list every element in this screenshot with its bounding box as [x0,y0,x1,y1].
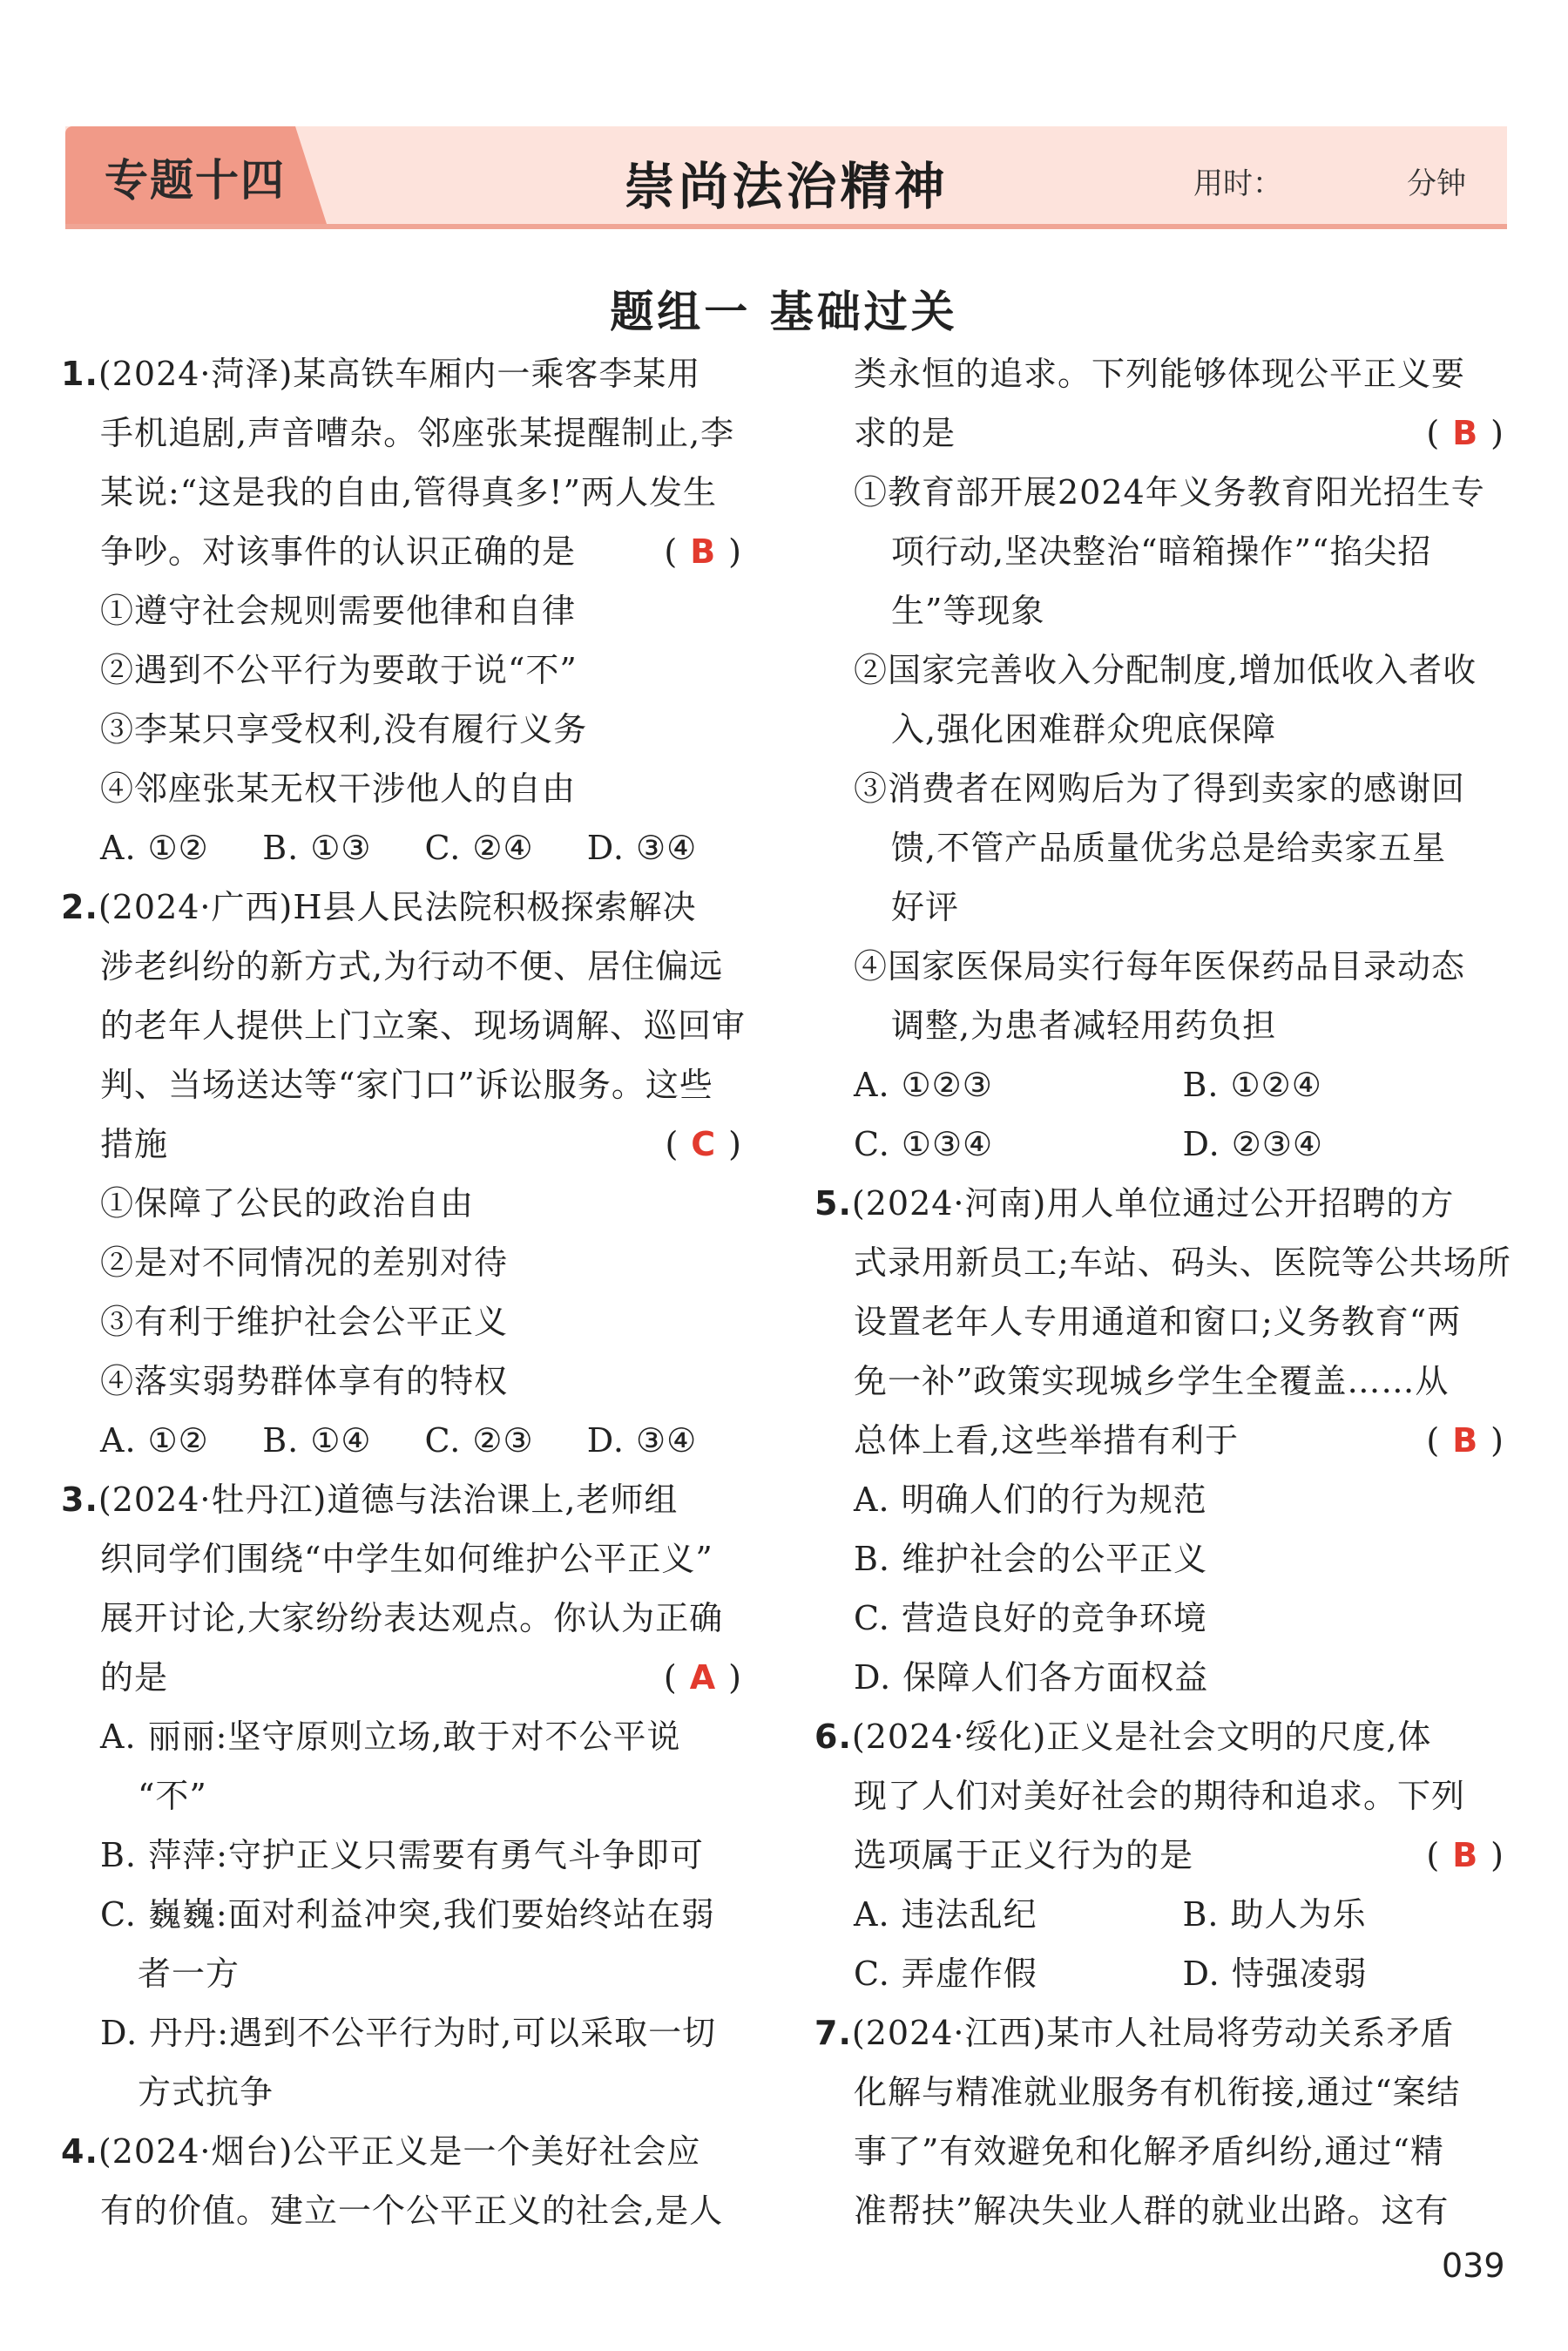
question-text: 选项属于正义行为的是 [854,1836,1194,1874]
question-text: (2024·菏泽)某高铁车厢内一乘客李某用 [98,355,701,393]
statement-item: 馈,不管产品质量优劣总是给卖家五星 [891,829,1447,867]
option-b: B. ①②④ [1182,1066,1322,1104]
option-item: “不” [138,1777,207,1815]
option-item: A. 明确人们的行为规范 [854,1480,1207,1519]
answer-letter: A [689,1658,717,1697]
question-number: 1. [61,355,98,393]
answer-bracket: ( B ) [1426,1421,1504,1460]
section-title: 题组一 基础过关 [610,287,958,337]
option-a: A. ①② [100,1421,209,1460]
question-7-line: 事了”有效避免和化解矛盾纠纷,通过“精 [854,2132,1444,2171]
answer-letter: B [1452,414,1479,452]
option-d: D. ②③④ [1182,1125,1323,1163]
question-1-line: 某说:“这是我的自由,管得真多!”两人发生 [100,473,718,512]
option-item: 方式抗争 [138,2073,274,2111]
question-1-line [61,344,749,403]
statement-item: ④国家医保局实行每年医保药品目录动态 [854,947,1466,986]
question-number: 2. [61,888,98,926]
answer-letter: B [1452,1836,1479,1874]
topic-title: 崇尚法治精神 [624,157,949,216]
answer-bracket: ( B ) [1426,1836,1504,1874]
question-5-line [814,1411,1511,1470]
answer-bracket: ( C ) [665,1125,742,1163]
question-2-line: 判、当场送达等“家门口”诉讼服务。这些 [100,1066,713,1104]
question-2-line: 涉老纠纷的新方式,为行动不便、居住偏远 [100,947,724,986]
option-row [814,1944,1511,2003]
question-text: 的是 [100,1658,169,1697]
option-d: D. 恃强凌弱 [1182,1955,1368,1993]
answer-letter: C [691,1125,717,1163]
question-2-line [61,877,749,937]
left-column [61,344,749,2240]
question-text: (2024·河南)用人单位通过公开招聘的方 [851,1184,1455,1223]
question-4-line [814,403,1511,463]
question-1-line [61,522,749,581]
topic-header-banner [65,126,1507,229]
answer-bracket: ( B ) [664,532,742,571]
question-text: (2024·绥化)正义是社会文明的尺度,体 [851,1718,1432,1756]
statement-item: ③李某只享受权利,没有履行义务 [100,710,588,749]
question-6-line [814,1707,1511,1766]
question-2-line: 的老年人提供上门立案、现场调解、巡回审 [100,1006,747,1045]
option-a: A. ①②③ [854,1066,993,1104]
option-c: C. ①③④ [854,1125,994,1163]
option-b: B. ①④ [262,1421,372,1460]
statement-item: 项行动,坚决整治“暗箱操作”“掐尖招 [891,532,1432,571]
statement-item: ①遵守社会规则需要他律和自律 [100,592,577,630]
option-row [814,1115,1511,1174]
option-c: C. ②③ [424,1421,534,1460]
question-5-line [814,1174,1511,1233]
option-row [814,1055,1511,1115]
question-3-line [61,1470,749,1529]
statement-item: ①保障了公民的政治自由 [100,1184,475,1223]
option-item: D. 保障人们各方面权益 [854,1658,1209,1697]
statement-item: ③消费者在网购后为了得到卖家的感谢回 [854,769,1466,808]
question-7-line: 化解与精准就业服务有机衔接,通过“案结 [854,2073,1461,2111]
question-5-line: 设置老年人专用通道和窗口;义务教育“两 [854,1303,1462,1341]
option-a: A. ①② [100,829,209,867]
question-number: 6. [814,1718,852,1756]
question-text: (2024·牡丹江)道德与法治课上,老师组 [98,1480,679,1519]
option-item: 者一方 [138,1955,240,1993]
question-number: 7. [814,2014,852,2052]
answer-letter: B [690,532,717,571]
question-text: 总体上看,这些举措有利于 [854,1421,1240,1460]
question-3-line: 展开讨论,大家纷纷表达观点。你认为正确 [100,1599,724,1637]
time-used-label: 用时： [1193,166,1282,201]
option-c: C. 弄虚作假 [854,1955,1037,1993]
question-7-line [814,2003,1511,2063]
option-row [814,1885,1511,1944]
statement-item: ②是对不同情况的差别对待 [100,1243,509,1282]
question-5-line: 免一补”政策实现城乡学生全覆盖……从 [854,1362,1450,1400]
question-text: 争吵。对该事件的认识正确的是 [100,532,577,571]
option-item: C. 巍巍:面对利益冲突,我们要始终站在弱 [100,1895,715,1934]
option-b: B. ①③ [262,829,372,867]
page-number: 039 [1442,2246,1505,2285]
statement-item: 生”等现象 [891,592,1045,630]
option-item: C. 营造良好的竞争环境 [854,1599,1207,1637]
option-c: C. ②④ [424,829,534,867]
question-7-line: 准帮扶”解决失业人群的就业出路。这有 [854,2192,1450,2230]
question-3-line [61,1648,749,1707]
question-1-line: 手机追剧,声音嘈杂。邻座张某提醒制止,李 [100,414,735,452]
option-item: D. 丹丹:遇到不公平行为时,可以采取一切 [100,2014,717,2052]
option-item: B. 萍萍:守护正义只需要有勇气斗争即可 [100,1836,704,1874]
question-6-line [814,1826,1511,1885]
statement-item: 好评 [891,888,960,926]
option-item: B. 维护社会的公平正义 [854,1540,1208,1578]
answer-bracket: ( B ) [1426,414,1504,452]
option-row [61,818,749,877]
statement-item: 调整,为患者减轻用药负担 [891,1006,1277,1045]
question-number: 5. [814,1184,852,1223]
question-text: 求的是 [854,414,956,452]
statement-item: 入,强化困难群众兜底保障 [891,710,1277,749]
minute-label: 分钟 [1407,166,1466,201]
right-column [814,344,1511,2240]
question-4-line: 类永恒的追求。下列能够体现公平正义要 [854,355,1466,393]
option-d: D. ③④ [586,829,698,867]
answer-bracket: ( A ) [663,1658,742,1697]
question-text: (2024·烟台)公平正义是一个美好社会应 [98,2132,701,2171]
question-3-line: 织同学们围绕“中学生如何维护公平正义” [100,1540,713,1578]
question-4-line [61,2122,749,2181]
question-text: 措施 [100,1125,169,1163]
option-row [61,1411,749,1470]
statement-item: ①教育部开展2024年义务教育阳光招生专 [854,473,1485,512]
question-number: 3. [61,1480,98,1519]
question-2-line [61,1115,749,1174]
statement-item: ②遇到不公平行为要敢于说“不” [100,651,578,689]
question-5-line: 式录用新员工;车站、码头、医院等公共场所 [854,1243,1511,1282]
question-text: (2024·江西)某市人社局将劳动关系矛盾 [851,2014,1455,2052]
question-6-line: 现了人们对美好社会的期待和追求。下列 [854,1777,1466,1815]
option-item: A. 丽丽:坚守原则立场,敢于对不公平说 [100,1718,681,1756]
topic-number-label: 专题十四 [105,155,286,206]
question-4-line: 有的价值。建立一个公平正义的社会,是人 [100,2192,724,2230]
option-a: A. 违法乱纪 [854,1895,1037,1934]
statement-item: ④落实弱势群体享有的特权 [100,1362,509,1400]
option-b: B. 助人为乐 [1182,1895,1367,1934]
question-text: (2024·广西)H县人民法院积极探索解决 [98,888,697,926]
statement-item: ②国家完善收入分配制度,增加低收入者收 [854,651,1477,689]
statement-item: ④邻座张某无权干涉他人的自由 [100,769,577,808]
answer-letter: B [1452,1421,1479,1460]
statement-item: ③有利于维护社会公平正义 [100,1303,509,1341]
question-number: 4. [61,2132,98,2171]
option-d: D. ③④ [586,1421,698,1460]
